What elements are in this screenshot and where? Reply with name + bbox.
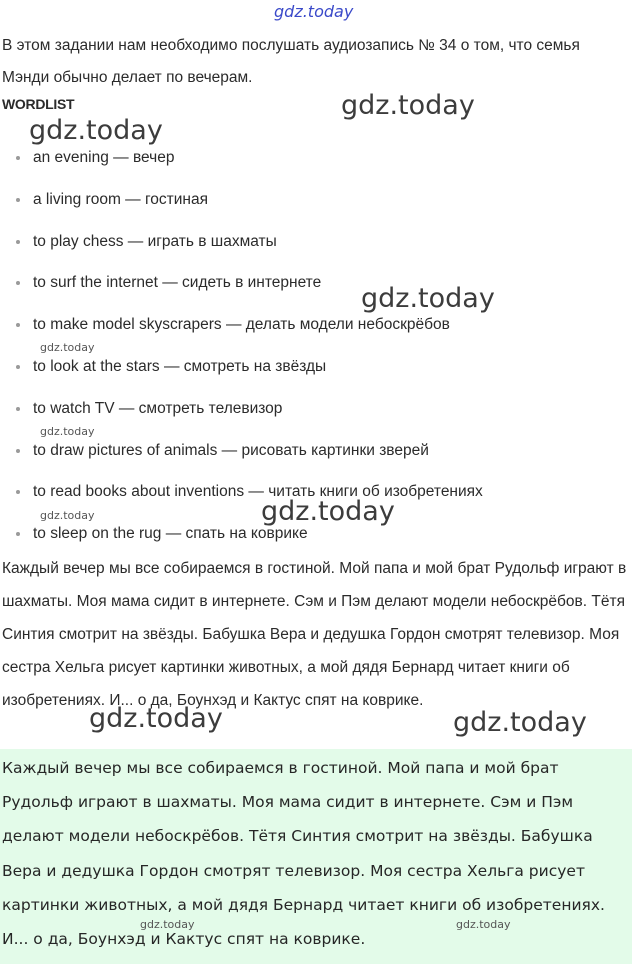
watermark: gdz.today	[29, 115, 163, 146]
word-entry: an evening — вечер	[33, 149, 175, 166]
list-item	[0, 137, 483, 179]
list-item	[0, 430, 483, 472]
watermark-small: gdz.today	[40, 425, 95, 438]
highlighted-story-text: Каждый вечер мы все собираемся в гостиной. Мой папа и мой брат Рудольф играют в шахматы. Моя мама сидит в интернете. Сэм и Пэм делают модели небоскрёбов. Тётя Синтия смотрит на звёзды. Бабушка Вера и дедушка Гордон смотрят телевизор. Моя сестра Хельга рисует картинки животных, а мой дядя Бернард читает книги об изобретениях. И... о да, Боунхэд и Кактус спят на коврике.	[2, 759, 605, 949]
list-item	[0, 221, 483, 263]
list-item	[0, 346, 483, 388]
list-item	[0, 304, 483, 346]
bullet-icon	[16, 365, 20, 369]
word-entry: to look at the stars — смотреть на звёзды	[33, 357, 327, 375]
word-entry: to sleep on the rug — спать на коврике	[33, 525, 308, 543]
word-entry: to read books about inventions — читать книги об изобретениях	[33, 483, 483, 501]
bullet-icon	[16, 449, 20, 453]
bullet-icon	[16, 240, 20, 244]
watermark: gdz.today	[341, 90, 475, 121]
list-item	[0, 179, 483, 221]
word-entry: to surf the internet — сидеть в интернете	[33, 274, 322, 292]
bullet-icon	[16, 281, 20, 285]
intro-text: В этом задании нам необходимо послушать аудиозапись № 34 о том, что семья Мэнди обычно делает по вечерам.	[2, 37, 580, 86]
watermark-small: gdz.today	[140, 918, 195, 931]
word-entry: a living room — гостиная	[33, 190, 208, 208]
watermark-small: gdz.today	[40, 341, 95, 354]
bullet-icon	[16, 323, 20, 327]
list-item	[0, 388, 483, 430]
watermark: gdz.today	[261, 496, 395, 527]
bullet-icon	[16, 532, 20, 536]
watermark-small: gdz.today	[456, 918, 511, 931]
bullet-icon	[16, 156, 20, 160]
word-entry: to play chess — играть в шахматы	[33, 232, 277, 250]
highlighted-story-box	[0, 749, 632, 964]
watermark: gdz.today	[361, 283, 495, 314]
list-item	[0, 513, 483, 555]
word-entry: to make model skyscrapers — делать модели небоскрёбов	[33, 316, 450, 334]
watermark-top: gdz.today	[274, 2, 354, 21]
watermark: gdz.today	[453, 707, 587, 738]
wordlist-heading: WORDLIST	[2, 96, 75, 112]
bullet-icon	[16, 198, 20, 202]
bullet-icon	[16, 407, 20, 411]
word-entry: to draw pictures of animals — рисовать картинки зверей	[33, 441, 429, 459]
story-text: Каждый вечер мы все собираемся в гостиной. Мой папа и мой брат Рудольф играют в шахматы. Моя мама сидит в интернете. Сэм и Пэм делают модели небоскрёбов. Тётя Синтия смотрит на звёзды. Бабушка Вера и дедушка Гордон смотрят телевизор. Моя сестра Хельга рисует картинки животных, а мой дядя Бернард читает книги об изобретениях. И... о да, Боунхэд и Кактус спят на коврике.	[2, 560, 627, 709]
watermark: gdz.today	[89, 703, 223, 734]
bullet-icon	[16, 490, 20, 494]
word-entry: to watch TV — смотреть телевизор	[33, 399, 283, 417]
list-item	[0, 262, 483, 304]
wordlist	[0, 137, 483, 555]
watermark-small: gdz.today	[40, 509, 95, 522]
list-item	[0, 471, 483, 513]
